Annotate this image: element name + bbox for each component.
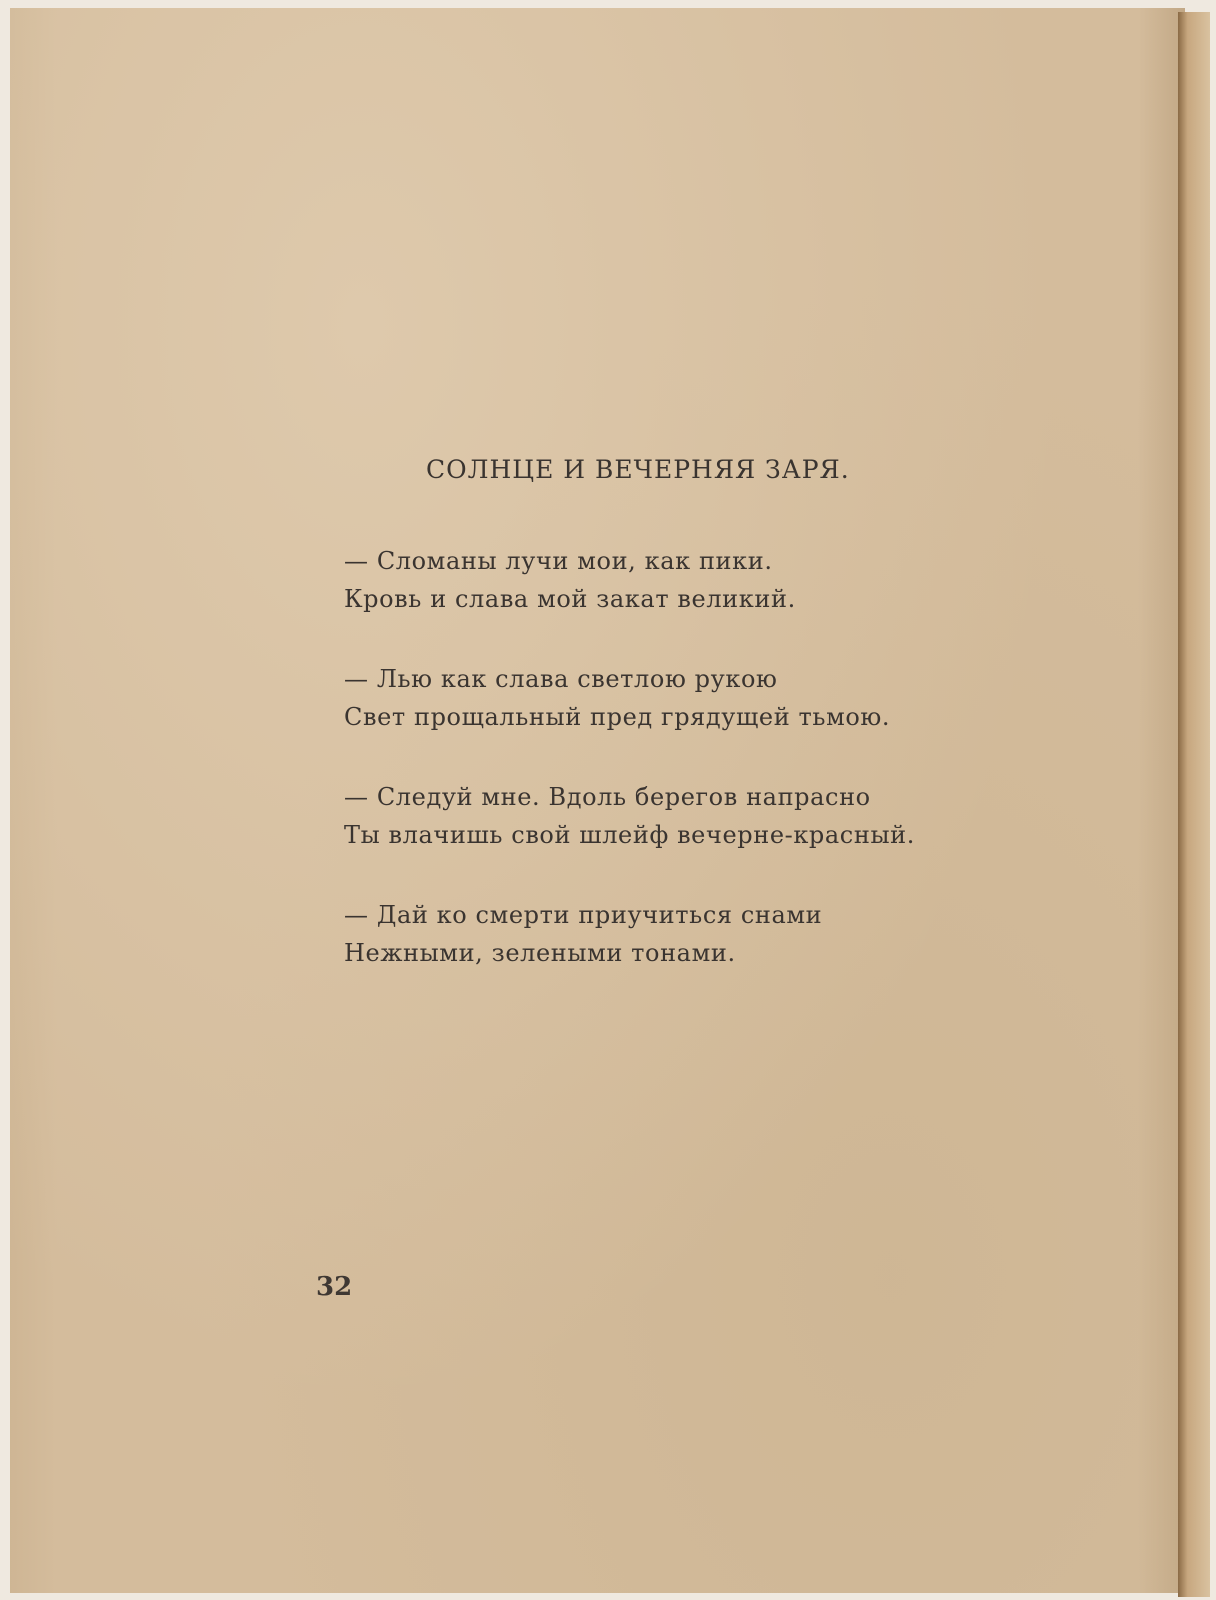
poem-line: Нежными, зелеными тонами. <box>344 939 736 967</box>
poem <box>344 455 944 1014</box>
poem-line: — Лью как слава светлою рукою <box>344 665 778 693</box>
poem-line: — Дай ко смерти приучиться снами <box>344 901 823 929</box>
poem-line: Ты влачишь свой шлейф вечерне-красный. <box>344 821 915 849</box>
stanza-2 <box>344 660 944 736</box>
poem-line: Свет прощальный пред грядущей тьмою. <box>344 703 891 731</box>
stanza-1 <box>344 542 944 618</box>
poem-line: — Следуй мне. Вдоль берегов напрасно <box>344 783 871 811</box>
stanza-3 <box>344 778 944 854</box>
stanza-4 <box>344 896 944 972</box>
poem-title: СОЛНЦЕ И ВЕЧЕРНЯЯ ЗАРЯ. <box>426 455 850 484</box>
poem-line: Кровь и слава мой закат великий. <box>344 585 796 613</box>
adjacent-page-edge <box>1178 12 1210 1597</box>
poem-line: — Сломаны лучи мои, как пики. <box>344 547 773 575</box>
page-number: 32 <box>316 1272 353 1302</box>
